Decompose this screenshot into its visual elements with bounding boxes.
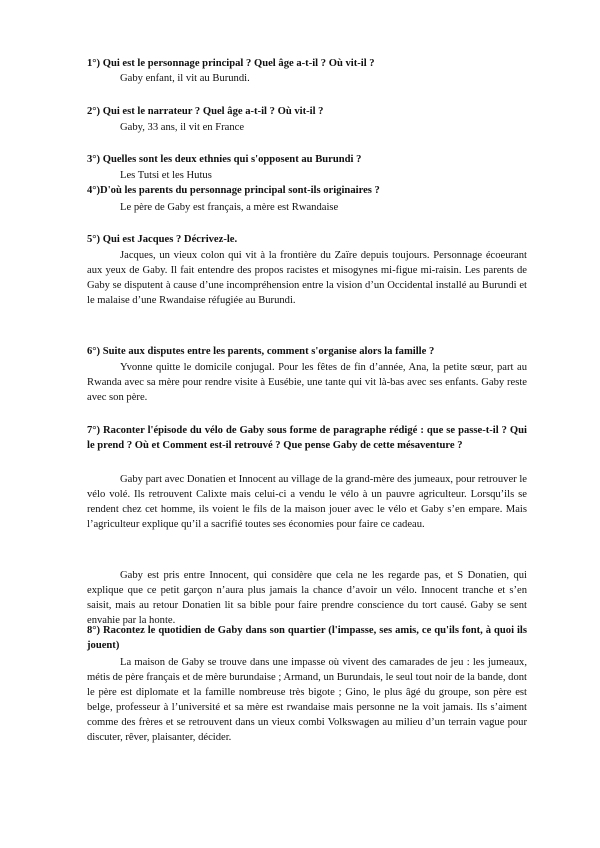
answer-4: Le père de Gaby est français, a mère est Rwandaise <box>120 202 339 213</box>
answer-8: La maison de Gaby se trouve dans une impasse où vivent des camarades de jeu : les jumeaux, métis de père français et de mère burundaise ; Armand, un Burundais, le seul tout noir de la bande, dont le père est diplomate et la famille nombreuse très bigote ; Gino, le plus âgé du groupe, son père est belge, professeur à l’université et sa mère est rwandaise mais personne ne la voit jamais. Ils s’aiment comme des frères et se retrouvent dans un vieux combi Volkswagen au milieu d’un terrain vague pour discuter, rêver, plaisanter, décider. <box>87 657 527 743</box>
answer-7-paragraph-2: Gaby est pris entre Innocent, qui considère que cela ne les regarde pas, et S Donatien, qui explique que ce petit garçon n’aura plus jamais la chance d’avoir un vélo. Innocent tranche et s’en saisit, mais au retour Donatien lit sa bible pour faire prendre conscience du tort causé. Gaby se sent envahie par la honte. <box>87 570 527 626</box>
question-1: 1°) Qui est le personnage principal ? Quel âge a-t-il ? Où vit-il ? <box>87 58 375 69</box>
answer-1: Gaby enfant, il vit au Burundi. <box>120 73 250 84</box>
answer-5: Jacques, un vieux colon qui vit à la frontière du Zaïre depuis toujours. Personnage écoeurant aux yeux de Gaby. Il fait entendre des propos racistes et misogynes mi-figue mi-raisin. Les parents de Gaby se disputent à cause d’une incompréhension entre la vision d’un Occidental installé au Burundi et le malaise d’une Rwandaise réfugiée au Burundi. <box>87 250 527 306</box>
answer-3: Les Tutsi et les Hutus <box>120 170 212 181</box>
question-6: 6°) Suite aux disputes entre les parents, comment s'organise alors la famille ? <box>87 346 435 357</box>
question-8: 8°) Racontez le quotidien de Gaby dans son quartier (l'impasse, ses amis, ce qu'ils font, à quoi ils jouent) <box>87 625 527 651</box>
answer-7-paragraph-1: Gaby part avec Donatien et Innocent au village de la grand-mère des jumeaux, pour retrouver le vélo volé. Ils retrouvent Calixte mais celui-ci a vendu le vélo à un pauvre agriculteur. Lorsqu’ils se rendent chez cet homme, ils voient le fils de la maison jouer avec le vélo et Gaby s’en empare. Mais l’agriculteur explique qu’il a sacrifié toutes ses économies pour faire ce cadeau. <box>87 474 527 530</box>
question-7: 7°) Raconter l'épisode du vélo de Gaby sous forme de paragraphe rédigé : que se passe-t-il ? Qui le prend ? Où et Comment est-il retrouvé ? Que pense Gaby de cette mésaventure ? <box>87 425 527 451</box>
question-5: 5°) Qui est Jacques ? Décrivez-le. <box>87 234 238 245</box>
answer-2: Gaby, 33 ans, il vit en France <box>120 122 245 133</box>
answer-6: Yvonne quitte le domicile conjugal. Pour les fêtes de fin d’année, Ana, la petite sœur, part au Rwanda avec sa mère pour rendre visite à Eusébie, une tante qui vit là-bas avec ses enfants. Gaby reste avec son père. <box>87 362 527 403</box>
question-4: 4°)D'où les parents du personnage principal sont-ils originaires ? <box>87 185 380 196</box>
question-2: 2°) Qui est le narrateur ? Quel âge a-t-il ? Où vit-il ? <box>87 106 324 117</box>
question-3: 3°) Quelles sont les deux ethnies qui s'opposent au Burundi ? <box>87 154 362 165</box>
